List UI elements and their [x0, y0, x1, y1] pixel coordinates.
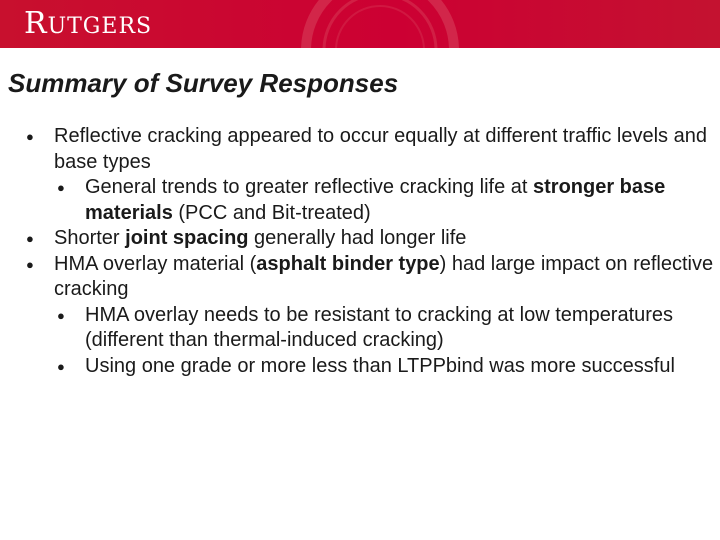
university-seal-watermark	[300, 0, 460, 48]
bullet-dot-icon: ●	[57, 180, 65, 195]
bullet-item	[0, 226, 715, 252]
bullet-dot-icon: ●	[26, 256, 34, 272]
header-band	[0, 0, 720, 48]
bullet-item	[0, 175, 715, 226]
bullet-dot-icon: ●	[57, 358, 65, 374]
bullet-dot-icon: ●	[57, 307, 65, 323]
bullet-text: generally had longer life	[248, 227, 467, 249]
bullet-item	[0, 303, 715, 354]
bullet-item	[0, 124, 715, 175]
bullet-text: (PCC and Bit-treated)	[172, 201, 371, 224]
bullet-emphasis: asphalt binder type	[256, 252, 440, 275]
bullet-text: ) had large impact on reflective cracking	[54, 252, 714, 300]
bullet-emphasis: stronger base materials	[85, 176, 666, 224]
bullet-dot-icon: ●	[26, 129, 34, 144]
bullet-text: HMA overlay material (	[54, 252, 257, 275]
logo-initial: R	[24, 6, 48, 41]
bullet-dot-icon: ●	[26, 231, 34, 246]
bullet-text: Reflective cracking appeared to occur equally at different traffic levels and base types	[54, 125, 707, 173]
bullet-text: Using one grade or more less than LTPPbind was more successful	[85, 354, 675, 377]
bullet-text: HMA overlay needs to be resistant to cracking at low temperatures (different than thermal-induced cracking)	[85, 303, 674, 351]
bullet-text: Shorter	[54, 227, 126, 249]
rutgers-logo	[24, 6, 152, 41]
logo-rest: UTGERS	[47, 14, 153, 39]
slide-title: Summary of Survey Responses	[8, 68, 399, 98]
bullet-item	[0, 252, 715, 303]
bullet-text: General trends to greater reflective cracking life at	[85, 176, 533, 198]
bullet-emphasis: joint spacing	[125, 227, 249, 249]
bullet-list	[0, 124, 715, 379]
bullet-item	[0, 354, 715, 380]
